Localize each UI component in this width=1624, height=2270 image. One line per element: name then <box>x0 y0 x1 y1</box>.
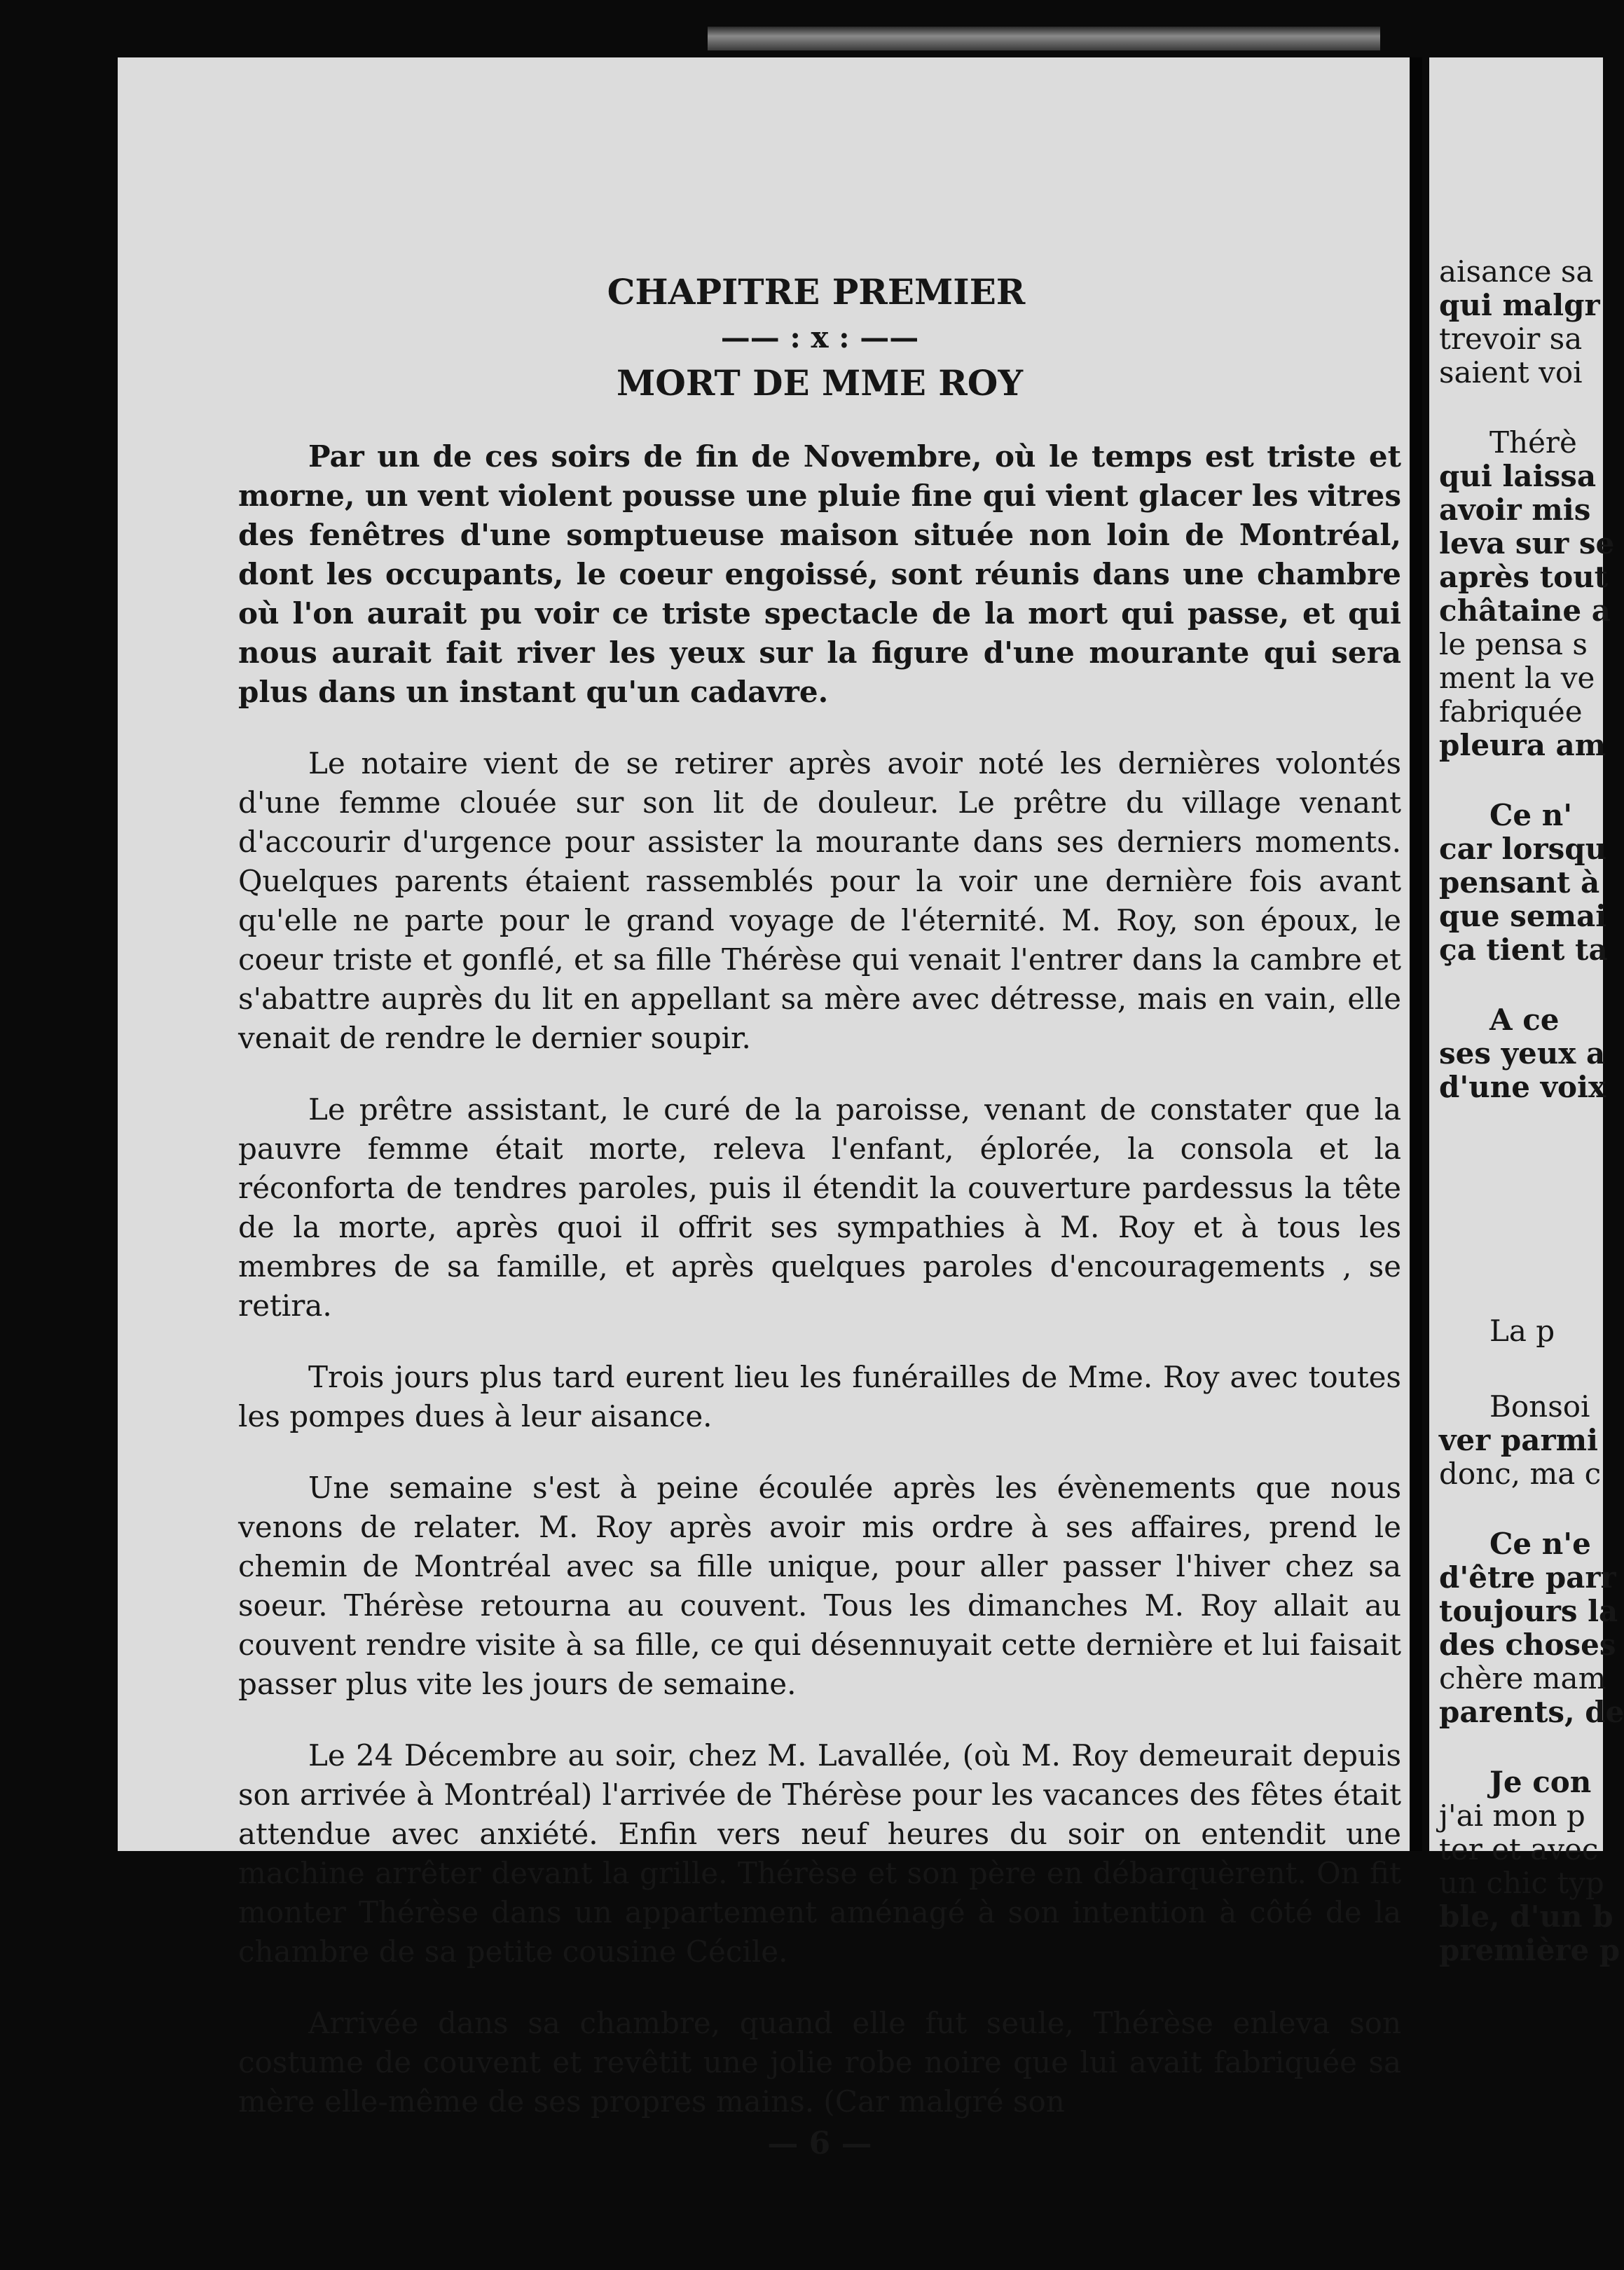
paragraph-5: Une semaine s'est à peine écoulée après les évènements que nous venons de relater. M. Roy après avoir mis ordre à ses affaires, prend le chemin de Montréal avec sa fille unique, pour aller passer l'hiver chez sa soeur. Thérèse retourna au couvent. Tous les dimanches M. Roy allait au couvent rendre visite à sa fille, ce qui désennuyait cette dernière et lui faisait passer plus vite les jours de semaine. <box>238 1471 1401 1701</box>
right-line: Ce n' <box>1489 798 1573 832</box>
right-line: pensant à <box>1439 865 1600 900</box>
right-line: aisance sa <box>1439 254 1594 289</box>
right-line: Je con <box>1489 1765 1592 1799</box>
paragraph-1: Par un de ces soirs de fin de Novembre, où le temps est triste et morne, un vent violent pousse une pluie fine qui vient glacer les vitres des fenêtres d'une somptueuse maison située non loin de Montréal, dont les occupants, le coeur engoissé, sont réunis dans une chambre où l'on aurait pu voir ce triste spectacle de la mort qui passe, et qui nous aurait fait river les yeux sur la figure d'une mourante qui sera plus dans un instant qu'un cadavre. <box>238 439 1401 709</box>
paragraph-3: Le prêtre assistant, le curé de la paroisse, venant de constater que la pauvre femme était morte, releva l'enfant, éplorée, la consola et la réconforta de tendres paroles, puis il étendit la couverture pardessus la tête de la morte, après quoi il offrit ses sympathies à M. Roy et à tous les membres de sa famille, et après quelques paroles d'encouragements , se retira. <box>238 1092 1401 1323</box>
right-line: car lorsqu <box>1439 832 1607 866</box>
right-line: qui laissa <box>1439 459 1597 493</box>
right-block-1 <box>1429 255 1603 390</box>
right-line: ble, d'un b <box>1439 1899 1613 1934</box>
binding-edge-strip <box>708 27 1380 50</box>
right-line: ter et avec <box>1439 1832 1599 1866</box>
right-line: leva sur se <box>1439 526 1615 560</box>
right-line: des choses <box>1439 1628 1616 1662</box>
page-gutter <box>1410 57 1422 1851</box>
right-line: avoir mis <box>1439 493 1591 527</box>
right-line: A ce <box>1489 1003 1560 1037</box>
right-line: parents, de <box>1439 1695 1624 1729</box>
paragraph-6: Le 24 Décembre au soir, chez M. Lavallée, (où M. Roy demeurait depuis son arrivée à Montréal) l'arrivée de Thérèse pour les vacances des fêtes était attendue avec anxiété. Enfin vers neuf heures du soir on entendit une machine arrêter devant la grille. Thérèse et son père en débarquèrent. On fit monter Thérèse dans un appartement aménagé à son intention à côté de la chambre de sa petite cousine Cécile. <box>238 1738 1401 1969</box>
right-line: le pensa s <box>1439 627 1588 661</box>
page-number: — 6 — <box>767 2126 872 2161</box>
right-line: chère mam <box>1439 1661 1606 1695</box>
right-line: première p <box>1439 1933 1620 1967</box>
chapter-separator: —— : x : —— <box>720 320 919 355</box>
paragraph-2: Le notaire vient de se retirer après avoir noté les dernières volontés d'une femme clouée sur son lit de douleur. Le prêtre du village venant d'accourir d'urgence pour assister la mourante dans ses derniers moments. Quelques parents étaient rassemblés pour la voir une dernière fois avant qu'elle ne parte pour le grand voyage de l'éternité. M. Roy, son époux, le coeur triste et gonflé, et sa fille Thérèse qui venait l'entrer dans la cambre et s'abattre auprès du lit en appellant sa mère avec détresse, mais en vain, elle venait de rendre le dernier soupir. <box>238 746 1401 1055</box>
chapter-subtitle: MORT DE MME ROY <box>616 362 1024 404</box>
right-line: j'ai mon p <box>1439 1798 1585 1833</box>
right-line: saient voi <box>1439 355 1583 390</box>
right-line: que semai <box>1439 899 1607 933</box>
right-line: d'une voix <box>1439 1070 1606 1104</box>
paragraph-4: Trois jours plus tard eurent lieu les funérailles de Mme. Roy avec toutes les pompes dues à leur aisance. <box>238 1360 1401 1433</box>
right-line: châtaine a <box>1439 593 1611 628</box>
right-page-fragment <box>1429 57 1624 1967</box>
left-page-text <box>238 266 1401 2161</box>
right-block-6 <box>1429 1390 1603 1491</box>
right-block-5 <box>1429 1314 1603 1348</box>
right-line: donc, ma c <box>1439 1457 1602 1491</box>
right-line: Ce n'e <box>1489 1527 1591 1561</box>
right-block-8 <box>1429 1765 1620 1967</box>
right-line: après tout <box>1439 560 1609 594</box>
chapter-title: CHAPITRE PREMIER <box>607 271 1026 312</box>
right-line: La p <box>1489 1314 1555 1348</box>
right-line: ment la ve <box>1439 661 1595 695</box>
right-line: Thérè <box>1489 425 1577 460</box>
right-line: trevoir sa <box>1439 322 1583 356</box>
right-block-2 <box>1429 425 1615 762</box>
right-line: pleura am <box>1439 728 1606 762</box>
right-line: toujours la <box>1439 1594 1618 1628</box>
right-line: ses yeux a <box>1439 1036 1606 1071</box>
right-line: ça tient ta <box>1439 933 1608 967</box>
right-line: un chic typ <box>1439 1866 1604 1900</box>
right-block-7 <box>1429 1527 1624 1729</box>
right-block-4 <box>1429 1003 1606 1104</box>
paragraph-7: Arrivée dans sa chambre, quand elle fut seule, Thérèse enleva son costume de couvent et revêtit une jolie robe noire que lui avait fabriquée sa mère elle-même de ses propres mains. (Car malgré son <box>238 2006 1401 2119</box>
right-line: qui malgr <box>1439 288 1600 322</box>
right-line: fabriquée <box>1439 694 1583 729</box>
right-line: d'être parr <box>1439 1560 1616 1595</box>
right-line: Bonsoi <box>1489 1389 1590 1424</box>
right-block-3 <box>1429 798 1608 967</box>
right-line: ver parmi <box>1439 1423 1598 1457</box>
